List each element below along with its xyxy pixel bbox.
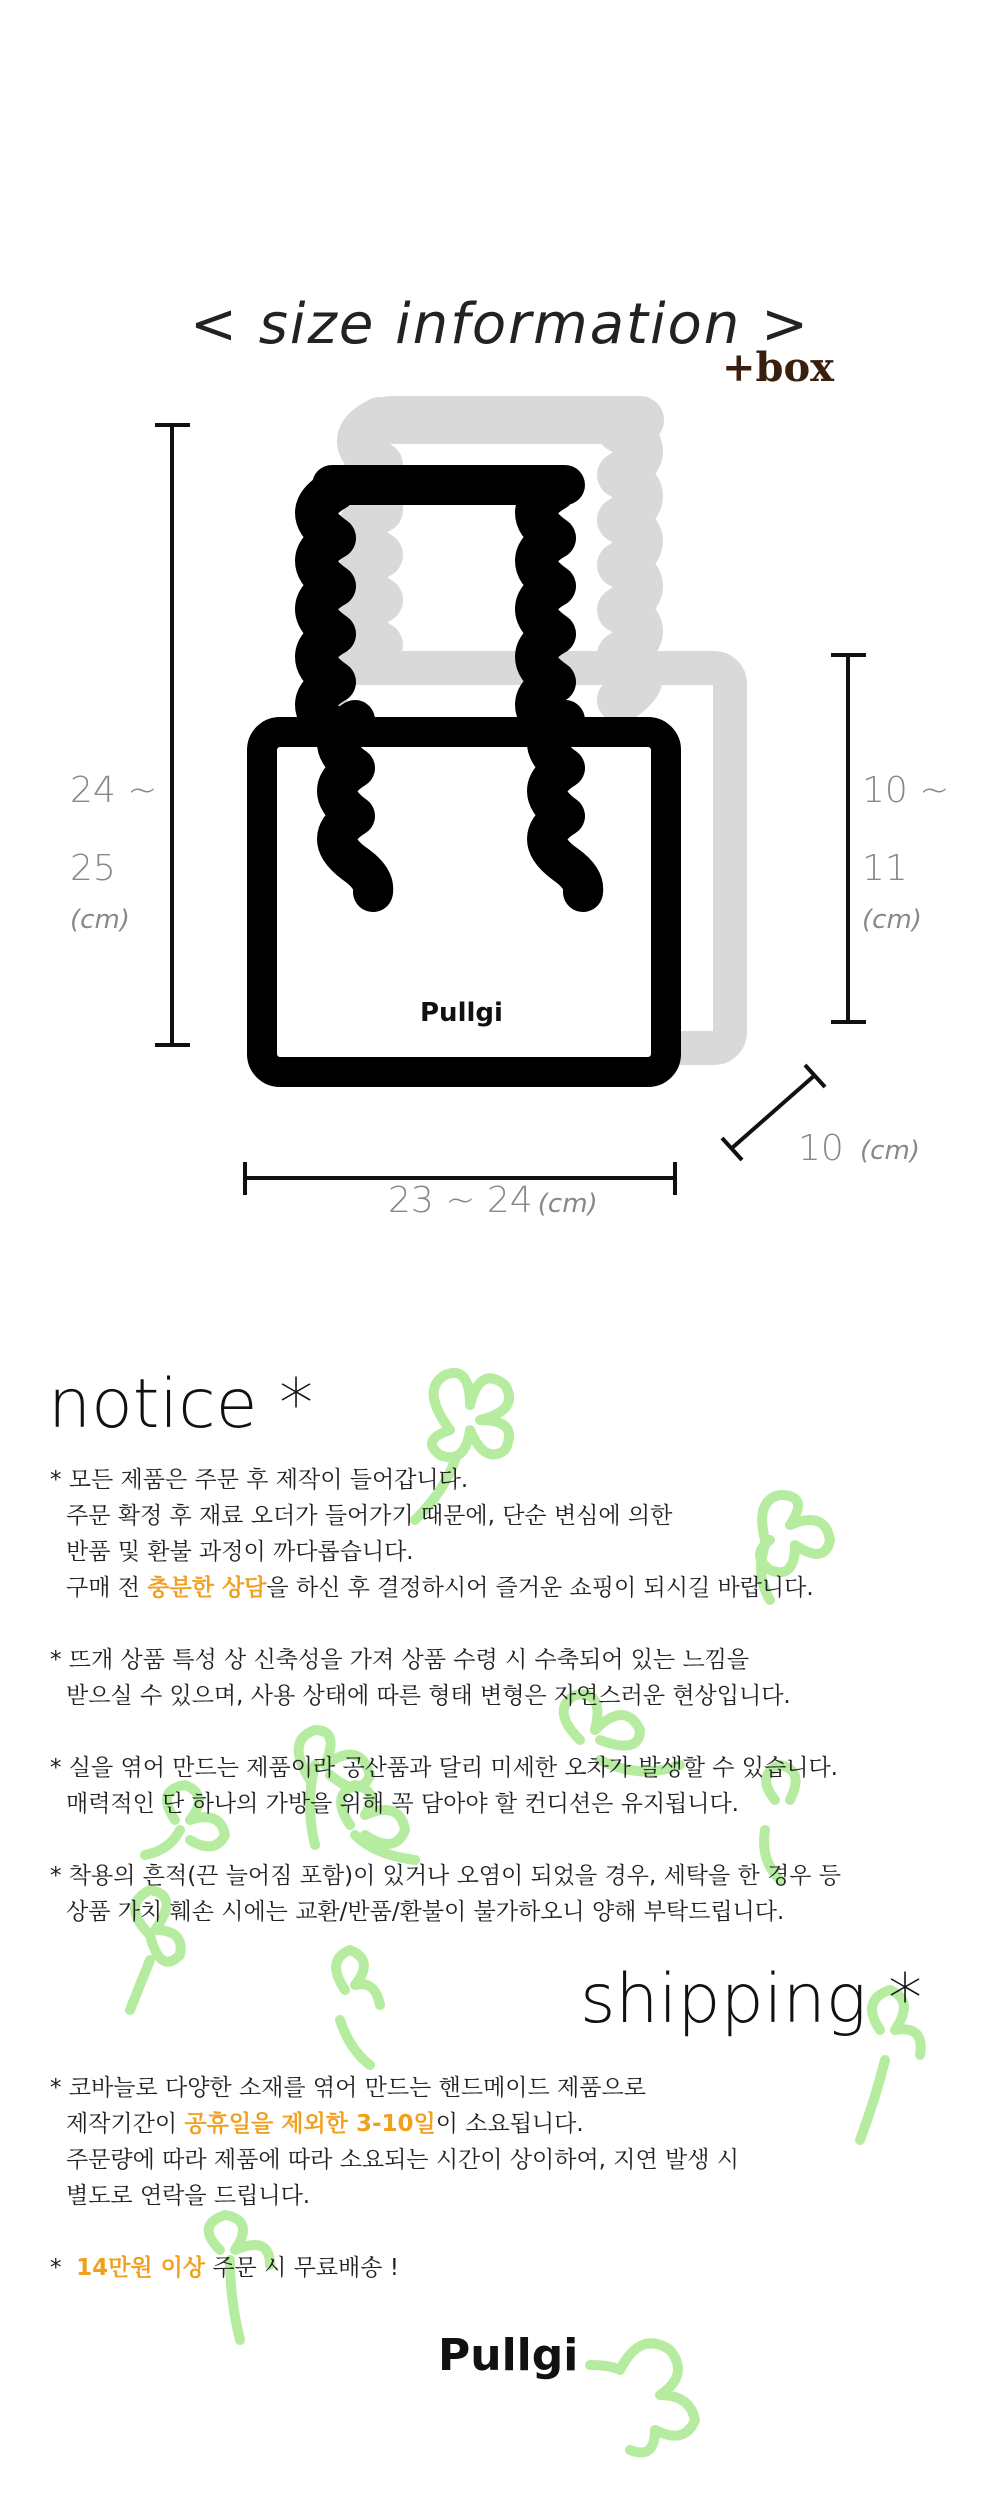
height-unit: (cm) — [70, 905, 130, 935]
notice-body — [50, 1462, 970, 1930]
depth-value: 10 — [798, 1128, 844, 1169]
height-value-line2: 25 — [70, 848, 116, 889]
gusset-value-line1: 10 ~ — [862, 770, 950, 811]
highlight-production-period: 공휴일을 제외한 3-10일 — [184, 2111, 436, 2137]
height-value-line1: 24 ~ — [70, 770, 158, 811]
bag-logo: Pullgi — [420, 998, 503, 1028]
shipping-line: 별도로 연락을 드립니다. — [66, 2183, 311, 2209]
width-unit: (cm) — [537, 1189, 598, 1219]
shipping-body — [50, 2070, 950, 2286]
footer-logo: Pullgi — [438, 2330, 579, 2381]
shipping-line: * 코바늘로 다양한 소재를 엮어 만드는 핸드메이드 제품으로 — [50, 2075, 646, 2101]
size-information-title: < size information > — [189, 292, 810, 357]
shipping-line: 제작기간이 공휴일을 제외한 3-10일이 소요됩니다. — [66, 2111, 584, 2137]
notice-line: 주문 확정 후 재료 오더가 들어가기 때문에, 단순 변심에 의한 — [66, 1503, 673, 1529]
notice-line: 구매 전 충분한 상담을 하신 후 결정하시어 즐거운 쇼핑이 되시길 바랍니다. — [66, 1575, 814, 1601]
notice-line: 받으실 수 있으며, 사용 상태에 따른 형태 변형은 자연스러운 현상입니다. — [66, 1683, 791, 1709]
notice-line: 매력적인 단 하나의 가방을 위해 꼭 담아야 할 컨디션은 유지됩니다. — [66, 1791, 739, 1817]
notice-line: * 뜨개 상품 특성 상 신축성을 가져 상품 수령 시 수축되어 있는 느낌을 — [50, 1647, 750, 1673]
shipping-heading: shipping * — [580, 1960, 923, 2039]
notice-line: * 착용의 흔적(끈 늘어짐 포함)이 있거나 오염이 되었을 경우, 세탁을 한 경우 등 — [50, 1863, 842, 1889]
plus-box-label: +box — [722, 344, 835, 391]
width-dimension — [388, 1180, 598, 1221]
notice-line: 반품 및 환불 과정이 까다롭습니다. — [66, 1539, 414, 1565]
gusset-unit: (cm) — [862, 905, 922, 935]
notice-line: * 실을 엮어 만드는 제품이라 공산품과 달리 미세한 오차가 발생할 수 있습니다. — [50, 1755, 838, 1781]
depth-unit: (cm) — [860, 1136, 920, 1166]
gusset-value-line2: 11 — [862, 848, 908, 889]
highlight-free-shipping: 14만원 이상 — [76, 2255, 206, 2281]
notice-line: * 모든 제품은 주문 후 제작이 들어갑니다. — [50, 1467, 469, 1493]
notice-heading: notice * — [48, 1365, 314, 1444]
shipping-line: * 14만원 이상 주문 시 무료배송 ! — [50, 2255, 400, 2281]
notice-line: 상품 가치 훼손 시에는 교환/반품/환불이 불가하오니 양해 부탁드립니다. — [66, 1899, 785, 1925]
highlight-consultation: 충분한 상담 — [147, 1575, 267, 1601]
shipping-line: 주문량에 따라 제품에 따라 소요되는 시간이 상이하여, 지연 발생 시 — [66, 2147, 739, 2173]
width-value: 23 ~ 24 — [388, 1180, 533, 1221]
